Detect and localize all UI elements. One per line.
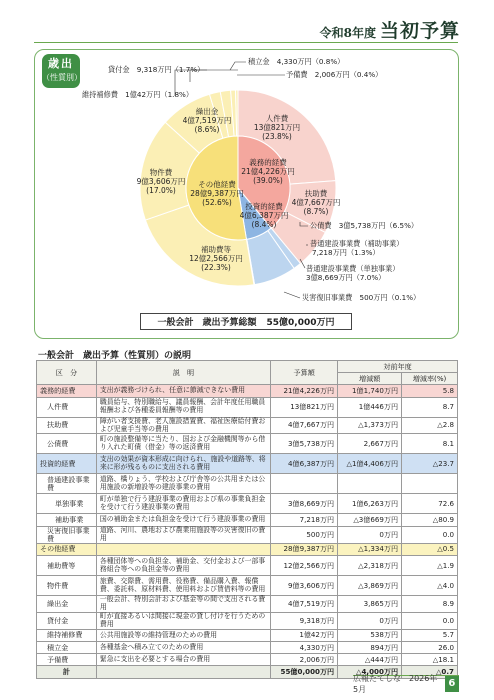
row-zougen: △4,000万円 [338, 666, 402, 678]
row-zougen: 538万円 [338, 629, 402, 641]
row-desc: 旅費、交際費、需用費、役務費、備品購入費、報償費、委託料、原材料費、使用料および賃借料等の費用 [96, 576, 270, 596]
row-zougen: 3,865万円 [338, 596, 402, 613]
row-yosan: 3億5,738万円 [271, 434, 338, 454]
row-kubun: 災害復旧事業費 [37, 526, 97, 543]
row-zougen: 1億6,263万円 [338, 494, 402, 514]
table-row [37, 556, 458, 576]
row-kubun: 単独事業 [37, 494, 97, 514]
chart-label-subtitle: （性質別） [42, 73, 82, 82]
row-yosan [271, 474, 338, 494]
row-kubun: 投資的経費 [37, 454, 97, 474]
row-desc: 町が直接あるいは間接に現金の貸し付けを行うための費用 [96, 613, 270, 630]
row-yosan: 13億821万円 [271, 397, 338, 417]
label-kurida-name: 繰出金 [195, 107, 219, 116]
row-yosan: 1億42万円 [271, 629, 338, 641]
row-rate: 8.7 [402, 397, 458, 417]
row-zougen: 2,667万円 [338, 434, 402, 454]
label-hojo-jigyo-amount: 7,218万円（1.3%） [312, 248, 380, 257]
row-desc: 国の補助金または負担金を受けて行う建設事業の費用 [96, 514, 270, 526]
row-desc: 道路、河川、農地および農業用施設等の災害復旧の費用 [96, 526, 270, 543]
row-desc: 支出の効果が資本形成に向けられ、施設や道路等、将来に形が残るものに支出される費用 [96, 454, 270, 474]
label-jinken-name: 人件費 [265, 114, 289, 123]
row-yosan: 500万円 [271, 526, 338, 543]
page-number: 6 [445, 676, 459, 692]
row-yosan: 2,006万円 [271, 654, 338, 666]
table-row [37, 434, 458, 454]
row-kubun: 補助事業 [37, 514, 97, 526]
row-zougen: 0万円 [338, 613, 402, 630]
header-yosan: 予算額 [271, 361, 338, 385]
label-yobi: 予備費 2,006万円（0.4%） [286, 70, 383, 79]
row-zougen: 894万円 [338, 642, 402, 654]
row-yosan: 21億4,226万円 [271, 385, 338, 397]
row-kubun: 維持補修費 [37, 629, 97, 641]
label-tsumi: 積立金 4,330万円（0.8%） [248, 57, 345, 66]
row-zougen: △444万円 [338, 654, 402, 666]
row-kubun: 補助費等 [37, 556, 97, 576]
row-rate: △0.7 [402, 666, 458, 678]
label-iji: 維持補修費 1億42万円（1.8%） [82, 90, 194, 99]
table-row [37, 543, 458, 555]
label-gimu-pct: (39.0%) [253, 176, 283, 185]
expenditure-pie-chart [0, 0, 494, 345]
section-title: 一般会計 歳出予算（性質別）の説明 [38, 351, 192, 361]
table-row [37, 642, 458, 654]
row-yosan: 4億7,667万円 [271, 417, 338, 434]
table-row [37, 629, 458, 641]
table-row [37, 613, 458, 630]
label-hojo-name: 補助費等 [201, 245, 231, 254]
row-zougen: △3億669万円 [338, 514, 402, 526]
row-kubun: その他経費 [37, 543, 97, 555]
label-jinken-amount: 13億821万円 [253, 123, 301, 132]
label-toushi-pct: (8.4%) [251, 220, 277, 229]
label-sonota-name: その他経費 [198, 180, 236, 189]
row-kubun: 人件費 [37, 397, 97, 417]
row-zougen [338, 474, 402, 494]
label-hojo-jigyo-name: 普通建設事業費（補助事業） [310, 239, 404, 248]
row-rate: 0.0 [402, 613, 458, 630]
row-desc: 緊急に支出を必要とする場合の費用 [96, 654, 270, 666]
row-rate: △0.5 [402, 543, 458, 555]
header-setsumei: 説 明 [96, 361, 270, 385]
table-row [37, 474, 458, 494]
row-rate: 5.8 [402, 385, 458, 397]
row-yosan: 55億0,000万円 [271, 666, 338, 678]
row-rate: △2.8 [402, 417, 458, 434]
header-zougen: 増減額 [338, 373, 402, 385]
row-rate: 26.0 [402, 642, 458, 654]
table-row [37, 454, 458, 474]
row-yosan: 4,330万円 [271, 642, 338, 654]
label-kashi: 貸付金 9,318万円（1.7%） [108, 65, 205, 74]
row-desc: 公共用施設等の維持管理のための費用 [96, 629, 270, 641]
row-zougen: 0万円 [338, 526, 402, 543]
table-row [37, 494, 458, 514]
row-desc: 町が単独で行う建設事業の費用および県の事業負担金を受けて行う建設事業の費用 [96, 494, 270, 514]
row-zougen: △1億4,406万円 [338, 454, 402, 474]
row-yosan: 12億2,566万円 [271, 556, 338, 576]
leader-tsumi [230, 62, 246, 70]
row-yosan: 9億3,606万円 [271, 576, 338, 596]
row-desc: 道路、橋りょう、学校および庁舎等の公共用または公用施設の新増設等の建設事業の費用 [96, 474, 270, 494]
table-row [37, 596, 458, 613]
row-zougen: △2,318万円 [338, 556, 402, 576]
row-yosan: 4億7,519万円 [271, 596, 338, 613]
row-rate: △4.0 [402, 576, 458, 596]
row-kubun: 扶助費 [37, 417, 97, 434]
header-zougenritsu: 増減率(%) [402, 373, 458, 385]
total-budget-box [140, 313, 352, 330]
row-rate [402, 474, 458, 494]
chart-label-title: 歳出 [48, 57, 74, 70]
fiscal-year: 令和8年度 [319, 26, 376, 40]
total-value: 55億0,000万円 [266, 318, 335, 328]
row-desc: 各種基金へ積み立てのための費用 [96, 642, 270, 654]
page-footer [353, 675, 459, 692]
table-row [37, 385, 458, 397]
row-desc: 障がい者支援費、老人施設措置費、福祉医療給付費および児童手当等の費用 [96, 417, 270, 434]
label-bukken-name: 物件費 [149, 168, 173, 177]
row-rate: △23.7 [402, 454, 458, 474]
label-kurida-pct: (8.6%) [194, 125, 220, 134]
row-kubun: 予備費 [37, 654, 97, 666]
row-rate: △80.9 [402, 514, 458, 526]
label-gimu-name: 義務的経費 [249, 158, 287, 167]
row-yosan: 28億9,387万円 [271, 543, 338, 555]
label-saigai: 災害復旧事業費 500万円（0.1%） [302, 293, 421, 302]
row-desc: 支出が義務づけられ、任意に節減できない費用 [96, 385, 270, 397]
row-desc: 町の施設整備等に当たり、国および金融機関等から借り入れた町債（借金）等の返済費用 [96, 434, 270, 454]
row-kubun: 普通建設事業費 [37, 474, 97, 494]
budget-table [36, 360, 458, 679]
row-desc [96, 666, 270, 678]
row-zougen: 1億446万円 [338, 397, 402, 417]
row-rate: 0.0 [402, 526, 458, 543]
label-bukken-amount: 9億3,606万円 [136, 177, 186, 186]
row-desc: 各種団体等への負担金、補助金、交付金および一部事務組合等への負担金等の費用 [96, 556, 270, 576]
row-zougen: △3,869万円 [338, 576, 402, 596]
leader-saigai [284, 292, 300, 298]
label-tandoku-name: 普通建設事業費（単独事業） [306, 264, 400, 273]
label-tandoku-amount: 3億8,669万円（7.0%） [306, 273, 386, 282]
table-row [37, 417, 458, 434]
row-yosan: 7,218万円 [271, 514, 338, 526]
row-zougen: △1,334万円 [338, 543, 402, 555]
table-row [37, 514, 458, 526]
label-kurida-amount: 4億7,519万円 [182, 116, 232, 125]
table-row [37, 526, 458, 543]
row-rate: △18.1 [402, 654, 458, 666]
row-kubun: 貸付金 [37, 613, 97, 630]
label-sonota-amount: 28億9,387万円 [190, 189, 244, 198]
row-rate: 8.1 [402, 434, 458, 454]
label-kousai: 公債費 3億5,738万円（6.5%） [310, 221, 419, 230]
row-yosan: 3億8,669万円 [271, 494, 338, 514]
row-rate: 72.6 [402, 494, 458, 514]
row-kubun: 公債費 [37, 434, 97, 454]
page-title: 当初予算 [379, 20, 460, 42]
table-row [37, 397, 458, 417]
label-fujo-amount: 4億7,667万円 [291, 198, 341, 207]
label-fujo-pct: (8.7%) [303, 207, 329, 216]
label-toushi-name: 投資的経費 [245, 202, 283, 211]
row-kubun: 繰出金 [37, 596, 97, 613]
label-fujo-name: 扶助費 [304, 189, 328, 198]
row-desc: 一般会計、特別会計および基金等の間で支出される費用 [96, 596, 270, 613]
row-rate: 8.9 [402, 596, 458, 613]
row-desc: 職員給与、特別職給与、議員報酬、会計年度任用職員報酬および各種委員報酬等の費用 [96, 397, 270, 417]
row-yosan: 9,318万円 [271, 613, 338, 630]
row-kubun: 物件費 [37, 576, 97, 596]
label-gimu-amount: 21億4,226万円 [241, 167, 295, 176]
table-row [37, 654, 458, 666]
label-toushi-amount: 4億6,387万円 [239, 211, 289, 220]
label-jinken-pct: (23.8%) [262, 132, 292, 141]
row-rate: 5.7 [402, 629, 458, 641]
row-zougen: △1,373万円 [338, 417, 402, 434]
row-rate: △1.9 [402, 556, 458, 576]
label-bukken-pct: (17.0%) [146, 186, 176, 195]
row-kubun: 義務的経費 [37, 385, 97, 397]
label-hojo-amount: 12億2,566万円 [189, 254, 243, 263]
row-kubun: 積立金 [37, 642, 97, 654]
footer-publication: 広報たてしな 2026年5月 [353, 674, 438, 694]
row-desc [96, 543, 270, 555]
label-sonota-pct: (52.6%) [202, 198, 232, 207]
header-kubun: 区 分 [37, 361, 97, 385]
label-hojo-pct: (22.3%) [201, 263, 231, 272]
table-row [37, 576, 458, 596]
row-zougen: 1億1,740万円 [338, 385, 402, 397]
row-kubun: 計 [37, 666, 97, 678]
row-yosan: 4億6,387万円 [271, 454, 338, 474]
total-label: 一般会計 歳出予算総額 [157, 318, 257, 328]
header-taizen: 対前年度 [338, 361, 458, 373]
